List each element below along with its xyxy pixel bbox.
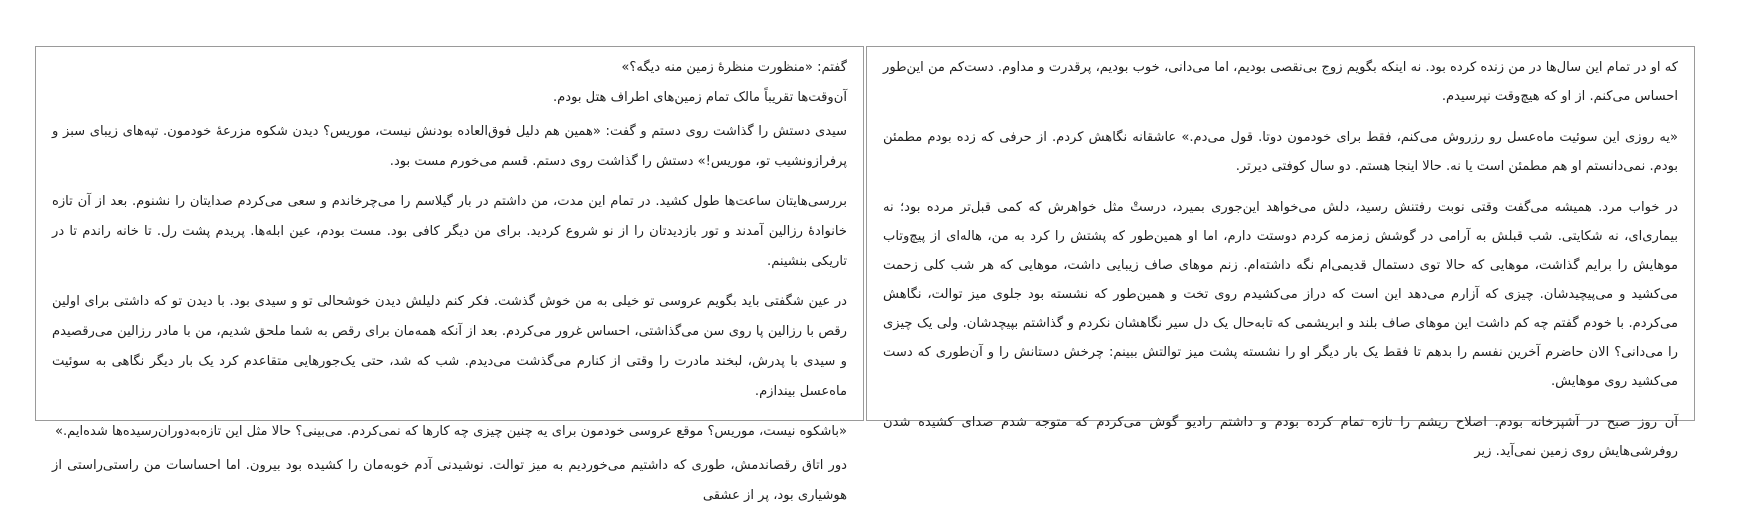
paragraph: «یه روزی این سوئیت ماه‌عسل رو رزروش می‌کنم، فقط برای خودمون دوتا. قول می‌دم.» عاشقانه نگاهش کردم. از حرفی که زده بودم مطمئن بودم. نمی‌دانستم او هم مطمئن است یا نه. حالا اینجا هستم. دو سال کوفتی دیرتر. (883, 130, 1678, 174)
paragraph: که او در تمام این سال‌ها در من زنده کرده بود. نه اینکه بگویم زوج بی‌نقصی بودیم، اما می‌دانی، خوب بودیم، پرقدرت و مداوم. دست‌کم من این‌طور احساس می‌کنم. از او که هیچ‌وقت نپرسیدم. (883, 60, 1678, 104)
book-page-left (35, 46, 864, 503)
paragraph: بررسی‌هایتان ساعت‌ها طول کشید. در تمام این مدت، من داشتم در بار گیلاسم را می‌چرخاندم و سعی می‌کردم صدایتان را نشنوم. بعد از آن تازه خانوادهٔ رزالین آمدند و تور بازدیدتان را از نو شروع کردید. برای من دیگر کافی بود. مست بودم، عین ابله‌ها. پریدم پشت رل. تا خانه راندم تا در تاریکی بنشینم. (52, 194, 847, 269)
paragraph: دور اتاق رقصاندمش، طوری که داشتیم می‌خوردیم به میز توالت. نوشیدنی آدم خوبه‌مان را کشیده بود بیرون. اما احساسات من راستی‌راستی از هوشیاری بود، پر از عشقی (52, 458, 847, 503)
paragraph: «باشکوه نیست، موریس؟ موقع عروسی خودمون برای یه چنین چیزی چه کارها که نمی‌کردم. می‌بینی؟ حالا مثل این تازه‌به‌دوران‌رسیده‌ها شده‌ایم.» (54, 424, 847, 439)
paragraph: آن روز صبح در آشپزخانه بودم. اصلاح ریشم را تازه تمام کرده بودم و داشتم رادیو گوش می‌کردم که متوجه شدم صدای کشیده شدن روفرشی‌هایش روی زمین نمی‌آید. زیر (883, 415, 1678, 459)
paragraph: در عین شگفتی باید بگویم عروسی تو خیلی به من خوش گذشت. فکر کنم دلیلش دیدن خوشحالی تو و سیدی بود. با دیدن تو که داشتی برای اولین رقص با رزالین پا روی سن می‌گذاشتی، احساس غرور می‌کردم. بعد از آنکه همه‌مان برای رقص به شما ملحق شدیم، من با مادر رزالین می‌رقصیدم و سیدی با پدرش، لبخند مادرت را وقتی از کنارم می‌گذشت می‌دیدم. شب که شد، حتی یک‌جورهایی متقاعدم کرد یک بار دیگر نگاهی به سوئیت ماه‌عسل بیندازم. (52, 294, 847, 399)
paragraph: آن‌وقت‌ها تقریباً مالک تمام زمین‌های اطراف هتل بودم. (553, 90, 847, 105)
paragraph: در خواب مرد. همیشه می‌گفت وقتی نوبت رفتنش رسید، دلش می‌خواهد این‌جوری بمیرد، درستْ مثل خواهرش که کمی قبل‌تر مرده بود؛ نه بیماری‌ای، نه شکایتی. شب قبلش به آرامی در گوشش زمزمه کردم دوستت دارم، اما او همین‌طور که پشتش را کرد به من، هاله‌ای از پیچ‌وتاب موهایش را برایم گذاشت، موهایی که حالا توی دستمال قدیمی‌ام نگه داشته‌ام. زنم موهای صاف زیبایی داشت، موهایی که هر شب کلی زحمت می‌کشید و می‌پیچیدشان. چیزی که آزارم می‌دهد این است که دراز می‌کشیدم روی تخت و همین‌طور که نشسته بود جلوی میز توالت، نگاهش می‌کردم. با خودم گفتم چه کم داشت این موهای صاف بلند و ابریشمی که تابه‌حال یک دل سیر نگاهشان نکردم و گذاشتم بپیچدشان. ولی یک چیزی را می‌دانی؟ الان حاضرم آخرین نفسم را بدهم تا فقط یک بار دیگر او را نشسته پشت میز توالتش ببینم: چرخش دستانش را و آن‌طوری که دست می‌کشید روی موهایش. (883, 200, 1678, 389)
book-page-right (866, 46, 1695, 459)
paragraph: گفتم: «منظورت منظرهٔ زمین منه دیگه؟» (621, 60, 847, 75)
paragraph: سیدی دستش را گذاشت روی دستم و گفت: «همین هم دلیل فوق‌العاده بودنش نیست، موریس؟ دیدن شکوه مزرعهٔ خودمون. تپه‌های زیبای سبز و پرفرازونشیب تو، موریس!» دستش را گذاشت روی دستم. قسم می‌خورم مست بود. (52, 124, 847, 169)
